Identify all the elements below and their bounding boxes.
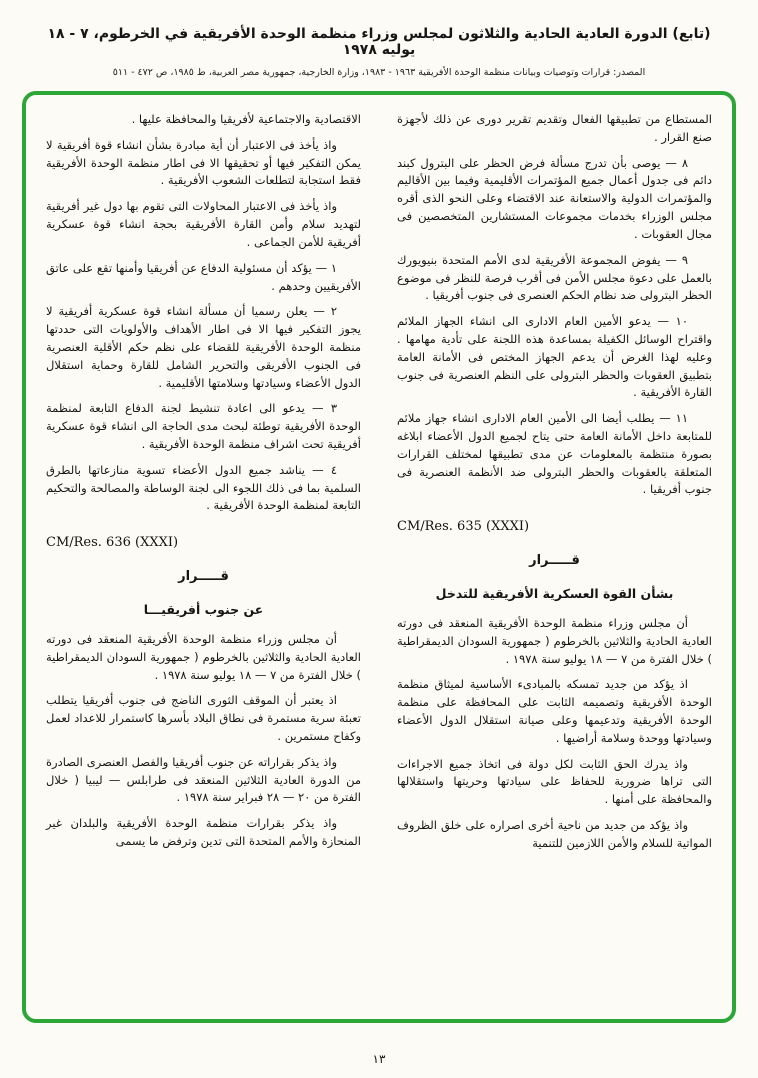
column-left [46,111,361,1011]
paragraph: اذ يعتبر أن الموقف الثورى الناضج فى جنوب أفريقيا يتطلب تعبئة سرية مستمرة فى نطاق البلاد بأسرها كاستمرار للاعداد لعمل وكفاح مستمرين . [46,693,361,743]
paragraph: ١١ — يطلب أيضا الى الأمين العام الادارى انشاء جهاز ملائم للمتابعة داخل الأمانة العامة حتى يتاح لجميع الدول الأعضاء ابلاغه بصورة منتظمة بالمعلومات عن مدى تطبيقها لمختلف القرارات المتعلقة بالعقوبات والحظر البترولى ضد الأنظمة العنصرية فى جنوب أفريقيا . [397,411,712,497]
page-footer [0,1052,758,1066]
paragraph: ١ — يؤكد أن مسئولية الدفاع عن أفريقيا وأمنها تقع على عاتق الأفريقيين وحدهم . [46,260,361,293]
paragraph: واذ يذكر بقراراته عن جنوب أفريقيا والفصل العنصرى الصادرة من الدورة العادية الثلاثين المنعقد فى طرابلس — ليبيا ( خلال الفترة من ٢٠ — ٢٨ فبراير سنة ١٩٧٨ . [46,754,361,805]
resolution-id: CM/Res. 635 (XXXI) [397,519,530,535]
paragraph: ١٠ — يدعو الأمين العام الادارى الى انشاء الجهاز الملائم واقتراح الوسائل الكفيلة بمساعدة هذه اللجنة على تأدية مهامها . وعليه لهذا الغرض أن يدعم الجهاز المختص فى الأمانة العامة بتطبيق العقوبات والحظر البترولى على النظم العنصرية فى جنوب القارة الأفريقية . [397,314,712,400]
column-right [397,111,712,1011]
paragraph: المستطاع من تطبيقها الفعال وتقديم تقرير دورى عن ذلك لأجهزة صنع القرار . [397,112,712,144]
resolution-kind-heading: قـــــرار [178,569,229,585]
resolution-id: CM/Res. 636 (XXXI) [46,535,179,551]
resolution-kind-heading: قـــــرار [529,553,580,569]
source-line: المصدر: قرارات وتوصيات وبيانات منظمة الوحدة الأفريقية ١٩٦٣ - ١٩٨٣، وزارة الخارجية، جمهورية مصر العربية، ط ١٩٨٥، ص ٤٧٢ - ٥١١ [112,67,646,78]
paragraph: ٨ — يوصى بأن تدرج مسألة فرض الحظر على البترول كبند دائم فى جدول أعمال جميع المؤتمرات الأقليمية وفيما بين الأقاليم والمؤتمرات الدولية والاستعانة عند الاقتضاء وعلى النحو الذى أقره مجلس الوزراء بخدمات مجموعات المستشارين المتخصصين فى مجال العقوبات . [397,155,712,241]
two-column-layout [46,111,712,1011]
paragraph: ٣ — يدعو الى اعادة تنشيط لجنة الدفاع التابعة لمنظمة الوحدة الأفريقية توطئة لبحث مدى الحاجة الى انشاء قوة عسكرية أفريقية تحت اشراف منظمة الوحدة الأفريقية . [46,401,361,451]
paragraph: واذ يؤكد من جديد من ناحية أخرى اصراره على خلق الظروف المواتية للسلام والأمن اللازمين للتنمية [397,818,712,850]
resolution-title: بشأن القوة العسكرية الأفريقية للتدخل [435,585,674,601]
paragraph: اذ يؤكد من جديد تمسكه بالمبادىء الأساسية لميثاق منظمة الوحدة الأفريقية وتصميمه الثابت على المحافظة على منظمة الوحدة الأفريقية وتدعيمها وعلى صيانة استقلال الدول الأعضاء وسيادتها ووحدة وسلامة أراضيها . [397,677,712,745]
page-number: ١٣ [372,1052,386,1066]
paragraph: ٤ — يناشد جميع الدول الأعضاء تسوية منازعاتها بالطرق السلمية بما فى ذلك اللجوء الى لجنة الوساطة والمصالحة والتحكيم التابعة لمنظمة الوحدة الأفريقية . [46,462,361,513]
resolution-title: عن جنوب أفريقيـــا [143,601,264,617]
paragraph: واذ يدرك الحق الثابت لكل دولة فى اتخاذ جميع الاجراءات التى تراها ضرورية للحفاظ على سيادتها وحريتها واستقلالها والمحافظة على أمنها . [397,756,712,807]
paragraph: أن مجلس وزراء منظمة الوحدة الأفريقية المنعقد فى دورته العادية الحادية والثلاثين بالخرطوم ( جمهورية السودان الديمقراطية ) خلال الفترة من ٧ — ١٨ يوليو سنة ١٩٧٨ . [397,615,712,666]
paragraph: ٢ — يعلن رسميا أن مسألة انشاء قوة عسكرية أفريقية لا يجوز التفكير فيها الا فى اطار الأهداف والأولويات التى حددتها منظمة الوحدة الأفريقية للقضاء على نظم حكم الأقلية العنصرية فى الجنوب الأفريقى والتحرير الشامل للقارة وحماية استقلال الدول الأعضاء وسيادتها وسلامتها الأقليمية . [46,304,361,390]
paragraph: واذ يأخذ فى الاعتبار المحاولات التى تقوم بها دول غير أفريقية لتهديد سلام وأمن القارة الأفريقية بحجة انشاء قوة عسكرية أفريقية للأمن الجماعى . [46,199,361,249]
paragraph: ٩ — يفوض المجموعة الأفريقية لدى الأمم المتحدة بنيويورك بالعمل على دعوة مجلس الأمن فى أقرب فرصة للنظر فى موضوع الحظر البترولى ضد نظام الحكم العنصرى فى جنوب أفريقيا . [397,252,712,303]
paragraph: واذ يذكر بقرارات منظمة الوحدة الأفريقية والبلدان غير المنحازة والأمم المتحدة التى تدين وترفض ما يسمى [46,816,361,849]
paragraph: أن مجلس وزراء منظمة الوحدة الأفريقية المنعقد فى دورته العادية الحادية والثلاثين بالخرطوم ( جمهورية السودان الديمقراطية ) خلال الفترة من ٧ — ١٨ يوليو سنة ١٩٧٨ . [46,631,361,682]
page-title: (تابع) الدورة العادية الحادية والثلاثون لمجلس وزراء منظمة الوحدة الأفريقية في الخرطوم، ٧ - ١٨ يوليه ١٩٧٨ [47,26,711,58]
paragraph: واذ يأخذ فى الاعتبار أن أية مبادرة بشأن انشاء قوة أفريقية لا يمكن التفكير فيها أو تحقيقها الا فى اطار منظمة الوحدة الأفريقية فقط استجابة لتطلعات الشعوب الأفريقية . [46,137,361,188]
document-header [0,0,758,78]
paragraph: الاقتصادية والاجتماعية لأفريقيا والمحافظة عليها . [131,112,361,126]
document-border-frame [22,91,736,1023]
